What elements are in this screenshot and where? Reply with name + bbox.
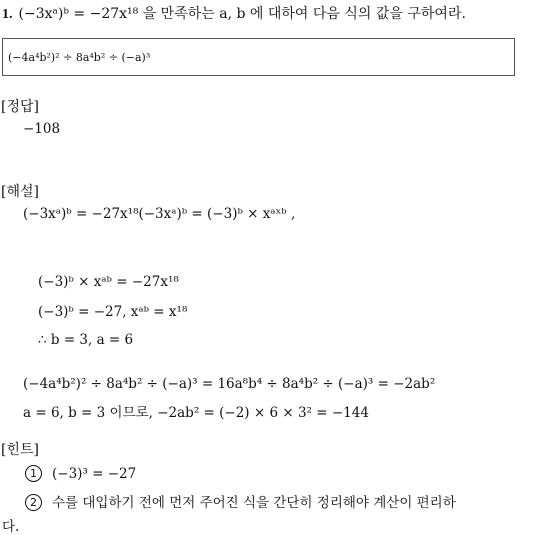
problem-number: 1. — [2, 7, 13, 22]
hint-item-2-continuation: 다. — [2, 519, 20, 535]
expression-text: (−4a⁴b²)² ÷ 8a⁴b² ÷ (−a)³ — [8, 51, 151, 64]
solution-line-2: (−4a⁴b²)² ÷ 8a⁴b² ÷ (−a)³ = 16a⁸b⁴ ÷ 8a⁴b² ÷ (−a)³ = −2ab² — [23, 376, 436, 392]
solution-line-3: a = 6, b = 3 이므로, −2ab² = (−2) × 6 × 3² = −144 — [23, 405, 369, 421]
solution-step-1: (−3)ᵇ × xᵃᵇ = −27x¹⁸ — [38, 274, 179, 290]
circled-number-2: 2 — [25, 494, 42, 511]
circled-number-1: 1 — [25, 465, 42, 482]
problem-statement — [2, 3, 466, 23]
solution-step-3: ∴ b = 3, a = 6 — [38, 332, 134, 348]
answer-label: [정답] — [1, 99, 39, 115]
hint-item-1-text: (−3)³ = −27 — [52, 466, 137, 482]
solution-line-1: (−3xᵃ)ᵇ = −27x¹⁸(−3xᵃ)ᵇ = (−3)ᵇ × xᵃˣᵇ , — [23, 206, 296, 222]
solution-label: [해설] — [1, 184, 39, 200]
problem-text: (−3xᵃ)ᵇ = −27x¹⁸ 을 만족하는 a, b 에 대하여 다음 식의 값을 구하여라. — [18, 6, 466, 22]
hint-label: [힌트] — [1, 442, 39, 458]
answer-value: −108 — [23, 121, 61, 137]
hint-item-2-text: 수를 대입하기 전에 먼저 주어진 식을 간단히 정리해야 계산이 편리하 — [52, 495, 456, 511]
hint-item-2 — [25, 491, 456, 511]
expression-box — [2, 38, 515, 76]
solution-step-2: (−3)ᵇ = −27, xᵃᵇ = x¹⁸ — [38, 304, 188, 320]
hint-item-1 — [25, 465, 136, 482]
